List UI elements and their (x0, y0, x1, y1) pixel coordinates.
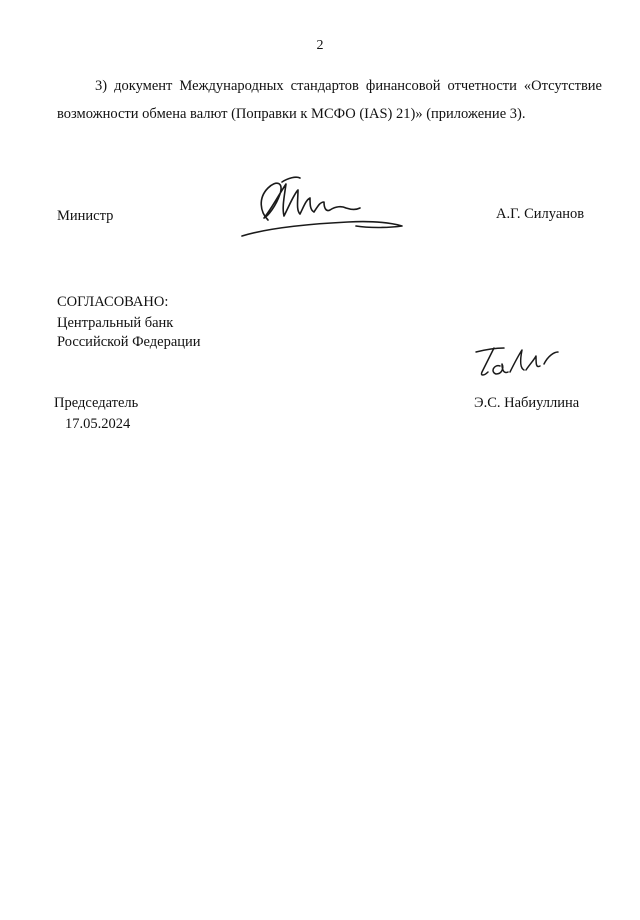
minister-signature (238, 172, 408, 242)
minister-title: Министр (57, 208, 114, 224)
chair-name: Э.С. Набиуллина (474, 395, 580, 411)
page-number: 2 (316, 38, 324, 53)
organization-line-1: Центральный банк (57, 315, 174, 331)
organization-line-2: Российской Федерации (57, 334, 201, 350)
chair-signature (470, 342, 570, 382)
body-paragraph: 3) документ Международных стандартов финансовой отчетности «Отсутствие возможности обмена валют (Поправки к МСФО (IAS) 21)» (приложение 3). (57, 78, 602, 122)
chair-title: Председатель (54, 395, 139, 411)
minister-name: А.Г. Силуанов (496, 206, 585, 222)
approval-date: 17.05.2024 (65, 416, 131, 432)
approval-heading: СОГЛАСОВАНО: (57, 294, 169, 310)
